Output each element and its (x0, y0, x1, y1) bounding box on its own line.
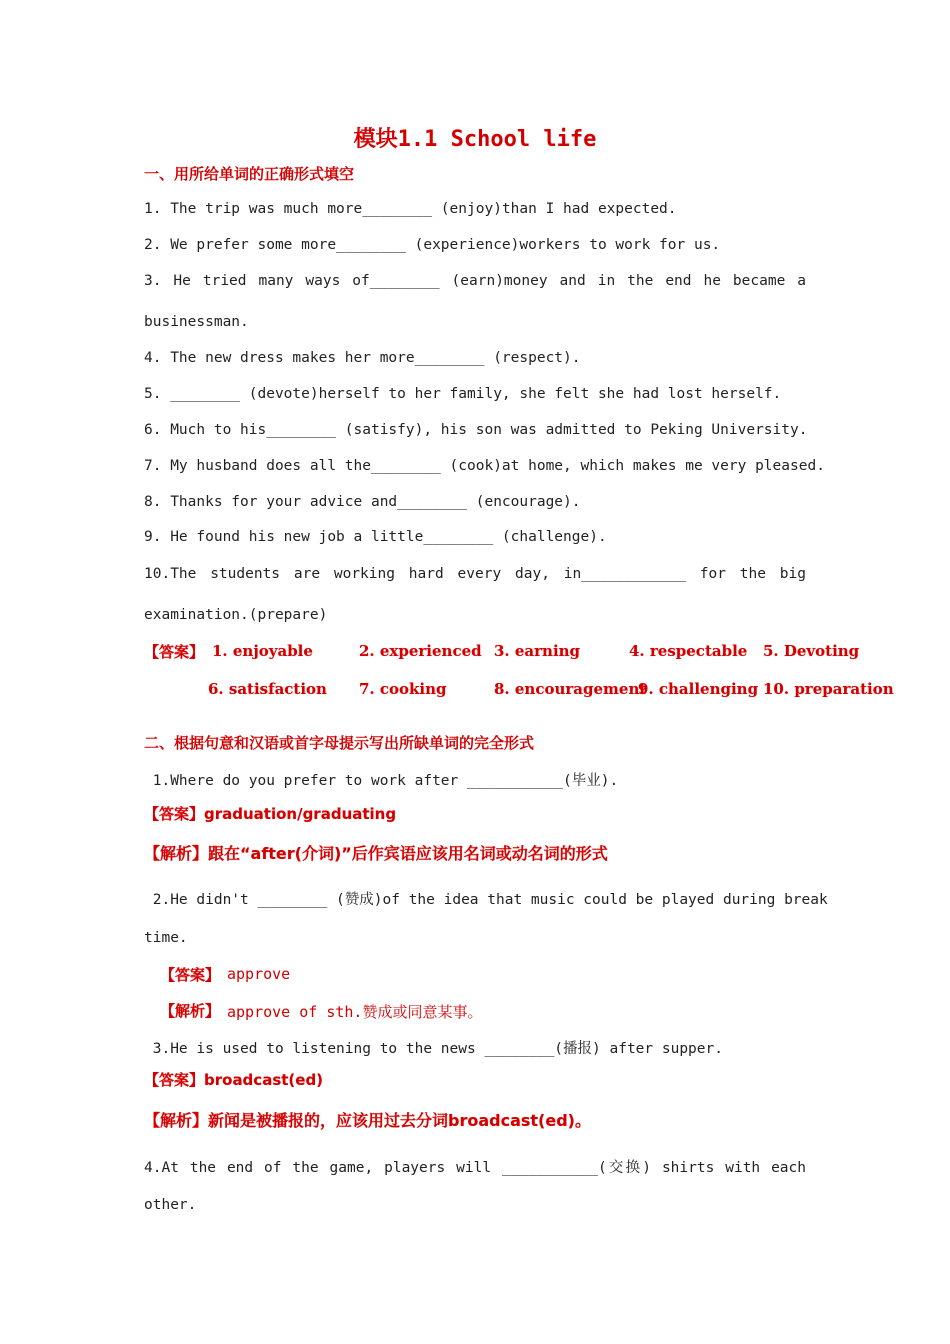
answer-label: 【答案】 (144, 643, 205, 661)
question-6: 6. Much to his________ (satisfy), his son was admitted to Peking University. (144, 422, 808, 438)
answer-1: 1. enjoyable (212, 642, 313, 660)
question-10-line-1: 10.The students are working hard every day, in____________ for the big (144, 566, 806, 582)
s2-question-2-line-1: 2.He didn't ________ (赞成)of the idea that music could be played during break (144, 892, 828, 908)
s2-analysis-3: 【解析】新闻是被播报的，应该用过去分词broadcast(ed)。 (144, 1111, 591, 1130)
answer-7: 7. cooking (359, 680, 447, 698)
s2-answer-3: 【答案】broadcast(ed) (144, 1071, 324, 1089)
answer-6: 6. satisfaction (208, 680, 327, 698)
s2-answer-1: 【答案】graduation/graduating (144, 805, 397, 823)
question-1: 1. The trip was much more________ (enjoy)than I had expected. (144, 201, 677, 217)
answer-9: 9. challenging (638, 680, 759, 698)
question-3-line-2: businessman. (144, 314, 249, 330)
s2-analysis-1: 【解析】跟在“after(介词)”后作宾语应该用名词或动名词的形式 (144, 844, 608, 863)
section-2-heading: 二、根据句意和汉语或首字母提示写出所缺单词的完全形式 (144, 734, 535, 752)
question-9: 9. He found his new job a little________ (challenge). (144, 529, 607, 545)
question-10-line-2: examination.(prepare) (144, 607, 328, 623)
question-8: 8. Thanks for your advice and________ (encourage). (144, 494, 581, 510)
page-title: 模块1.1 School life (353, 127, 597, 152)
answer-5: 5. Devoting (763, 642, 860, 660)
s2-question-3: 3.He is used to listening to the news ________(播报) after supper. (144, 1041, 723, 1057)
answer-3: 3. earning (494, 642, 581, 660)
s2-answer-2-label: 【答案】 (160, 966, 221, 984)
question-5: 5. ________ (devote)herself to her family, she felt she had lost herself. (144, 386, 782, 402)
answer-4: 4. respectable (629, 642, 748, 660)
s2-analysis-2-label: 【解析】 (160, 1002, 221, 1020)
answer-2: 2. experienced (359, 642, 482, 660)
question-2: 2. We prefer some more________ (experience)workers to work for us. (144, 237, 721, 253)
answer-10: 10. preparation (763, 680, 894, 698)
section-1-heading: 一、用所给单词的正确形式填空 (144, 165, 355, 183)
answer-8: 8. encouragement (494, 680, 647, 698)
question-3-line-1: 3. He tried many ways of________ (earn)money and in the end he became a (144, 273, 806, 289)
s2-answer-2: approve (227, 965, 291, 983)
question-7: 7. My husband does all the________ (cook)at home, which makes me very pleased. (144, 458, 825, 474)
s2-question-4-line-2: other. (144, 1197, 197, 1213)
s2-analysis-2: approve of sth.赞成或同意某事。 (227, 1003, 483, 1021)
s2-question-1: 1.Where do you prefer to work after ___________(毕业). (144, 773, 619, 789)
question-4: 4. The new dress makes her more________ (respect). (144, 350, 581, 366)
s2-question-2-line-2: time. (144, 930, 188, 946)
s2-question-4-line-1: 4.At the end of the game, players will ___________(交换) shirts with each (144, 1160, 806, 1176)
